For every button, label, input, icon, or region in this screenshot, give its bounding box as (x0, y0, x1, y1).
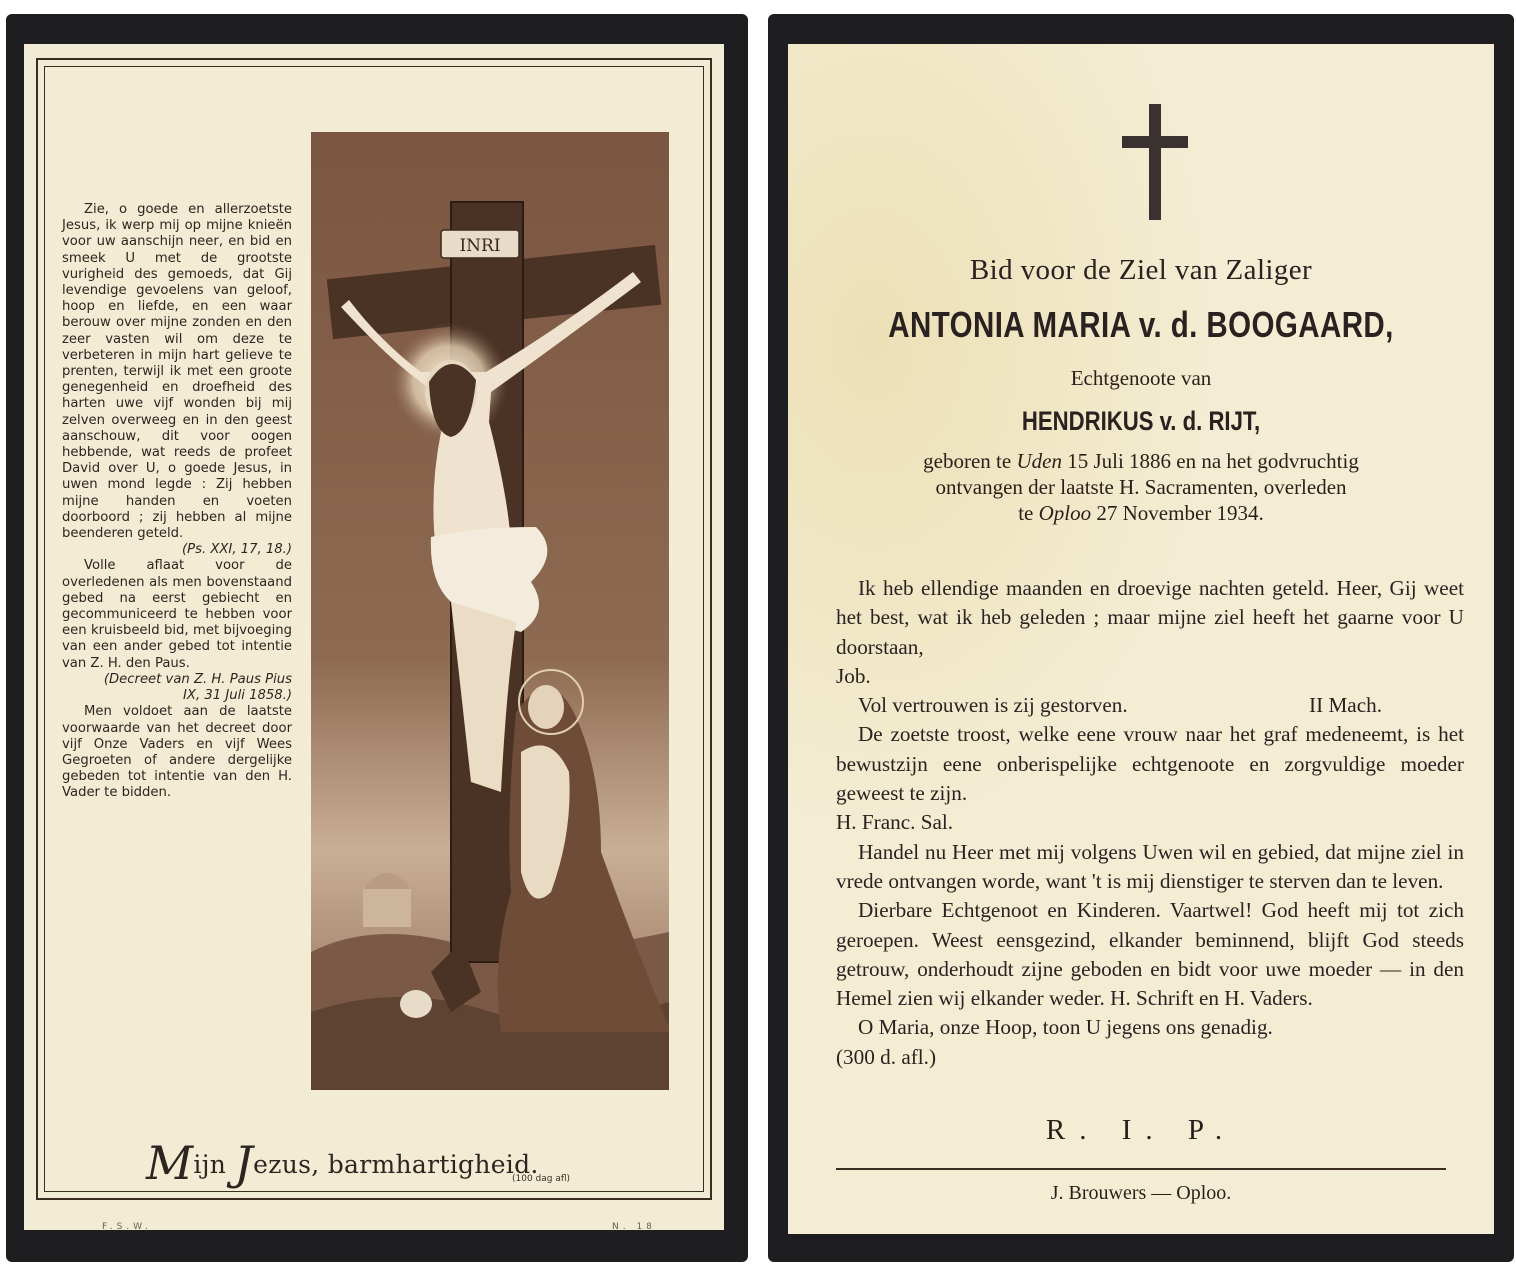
heading: Bid voor de Ziel van Zaliger (969, 254, 1313, 286)
verse-2-row (836, 691, 1464, 720)
verse-4: Handel nu Heer met mij volgens Uwen wil en gebied, dat mijne ziel in vrede ontvangen worde, want 't is mij dienstiger te sterven dan te leven. (836, 839, 1464, 893)
decree-reference: (Decreet van Z. H. Paus Pius IX, 31 Juli 1858.) (103, 671, 292, 704)
motto-initial-j: J (234, 1136, 254, 1190)
dates-text: 15 Juli 1886 en na het godvruchtig (1061, 449, 1359, 473)
verse-6-source: (300 d. afl.) (836, 1044, 937, 1069)
dates-text: 27 November 1934. (1091, 501, 1264, 525)
printer-name: J. Brouwers — Oploo. (1050, 1182, 1232, 1204)
dates-text: te (1018, 501, 1039, 525)
printer-mark: F.S.W. (102, 1222, 152, 1232)
right-card-paper (788, 44, 1494, 1234)
crucifixion-image (311, 132, 669, 1090)
birthplace: Uden (1016, 449, 1062, 473)
motto-initial-m: M (146, 1136, 194, 1190)
spouse-label: Echtgenoote van (1070, 366, 1212, 390)
dates-line-1 (788, 448, 1494, 474)
prayer-text-column (62, 202, 292, 802)
verses-block (836, 574, 1464, 1072)
life-dates (788, 448, 1494, 526)
indulgence-days: (100 dag afl) (512, 1174, 571, 1184)
dates-text: geboren te (923, 449, 1017, 473)
deathplace: Oploo (1038, 501, 1092, 525)
verse-6: O Maria, onze Hoop, toon U jegens ons genadig. (858, 1015, 1273, 1040)
verse-1: Ik heb ellendige maanden en droevige nachten geteld. Heer, Gij weet het best, wat ik heb geleden ; maar mijne ziel heeft het gaarne voor U doorstaan, (836, 576, 1464, 659)
condition-paragraph: Men voldoet aan de laatste voorwaarde van het decreet door vijf Onze Vaders en vijf Wees Gegroeten of andere dergelijke gebeden tot intentie van den H. Vader te bidden. (62, 704, 292, 801)
cross-icon (1122, 104, 1188, 220)
prayer-paragraph: Zie, o goede en allerzoetste Jesus, ik werp mij op mijne knieën voor uw aanschijn neer, en bid en smeek U met de grootste vurigheid des gemoeds, dat Gij levendige gevoelens van geloof, hoop en liefde, en een waar berouw over mijne zonden en den zeer vasten wil om deze te verbeteren in mijn hart gelieve te prenten, terwijl ik met een groote genegenheid en droefheid des harten uwe vijf wonden bij mij zelven overweeg en in den geest aanschouw, dit voor oogen hebbende, wat reeds de profeet David over U, o goede Jesus, in uwen mond legde : Zij hebben mijne handen en voeten doorboord ; zij hebben al mijne beenderen geteld. (62, 202, 292, 542)
verse-3-source: H. Franc. Sal. (836, 810, 954, 835)
deceased-name: ANTONIA MARIA v. d. BOOGAARD, (888, 304, 1394, 345)
card-number: N. 18 (612, 1222, 656, 1232)
dates-line-3 (788, 500, 1494, 526)
right-card (768, 14, 1514, 1262)
left-card-paper (24, 44, 724, 1230)
motto-word-1: ijn (193, 1150, 235, 1179)
divider (836, 1168, 1446, 1170)
motto-text (146, 1136, 539, 1190)
verse-2-source: II Mach. (1309, 693, 1382, 718)
spouse-name: HENDRIKUS v. d. RIJT, (1021, 406, 1261, 436)
psalm-reference: (Ps. XXI, 17, 18.) (182, 542, 292, 558)
left-card (6, 14, 748, 1262)
dates-line-2: ontvangen der laatste H. Sacramenten, overleden (935, 475, 1347, 499)
motto-words-2: ezus, barmhartigheid. (253, 1150, 539, 1179)
rip-text: R. I. P. (1045, 1114, 1237, 1146)
inri-label: INRI (459, 236, 501, 256)
verse-3: De zoetste troost, welke eene vrouw naar het graf medeneemt, is het bewustzijn eene onberispelijke echtgenoote en zorgvuldige moeder geweest te zijn. (836, 722, 1464, 806)
verse-1-source: Job. (836, 663, 871, 688)
verse-5: Dierbare Echtgenoot en Kinderen. Vaartwel! God heeft mij tot zich geroepen. Weest eensgezind, elkander beminnend, blijft God steeds getrouw, onderhoudt zijne geboden en bidt voor uwe moeder — in den Hemel zien wij elkander weder. H. Schrift en H. Vaders. (836, 898, 1464, 1011)
verse-2: Vol vertrouwen is zij gestorven. (858, 693, 1128, 718)
indulgence-paragraph: Volle aflaat voor de overledenen als men bovenstaand gebed na eerst gebiecht en gecommuniceerd te hebben voor een kruisbeeld bid, met bijvoeging van een ander gebed tot intentie van Z. H. den Paus. (62, 558, 292, 671)
